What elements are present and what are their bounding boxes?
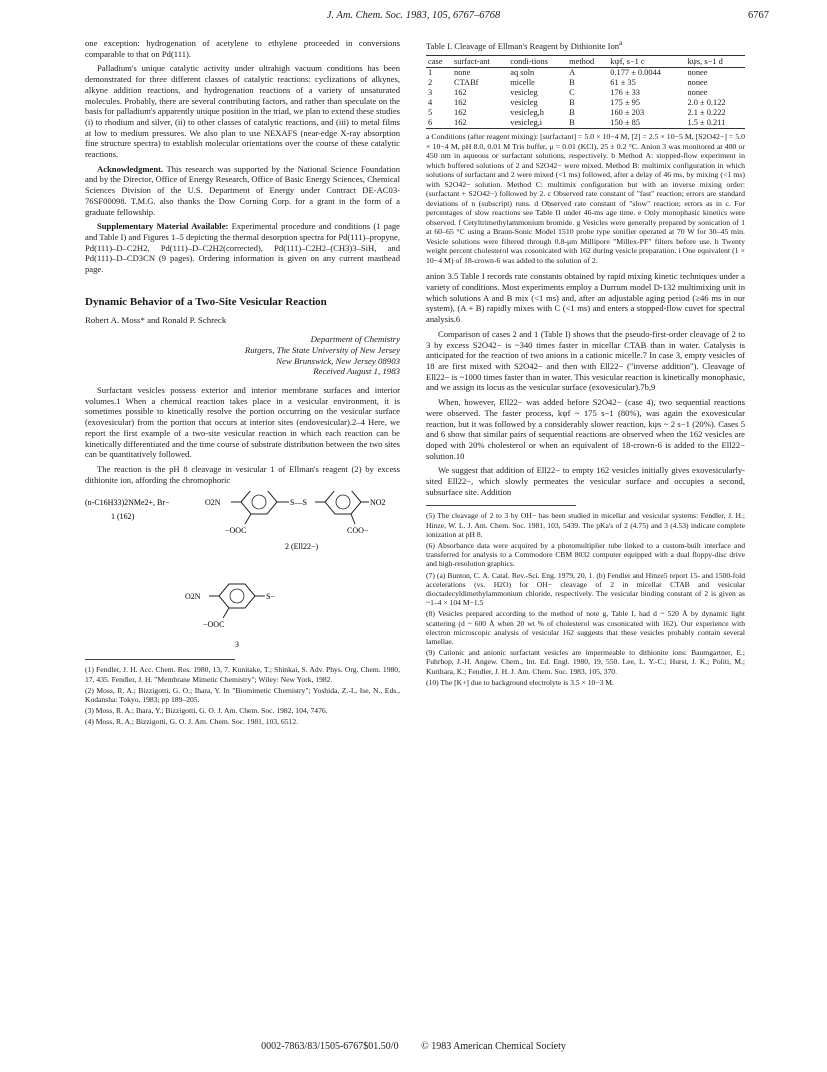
table-cell: 4	[428, 98, 433, 108]
table-cell: 6	[428, 118, 433, 128]
footnote-rule	[426, 505, 576, 506]
compound-3-label: 3	[235, 640, 239, 650]
table-cell: 1.5 ± 0.211	[687, 118, 726, 128]
benzene-ring	[219, 584, 255, 608]
table-cell: 160 ± 203	[610, 108, 645, 118]
table-cell: B	[569, 98, 575, 108]
table-cell: C	[569, 88, 575, 98]
table-cell: vesicleg,i	[510, 118, 543, 128]
table-cell: 61 ± 35	[610, 78, 636, 88]
acknowledgment-text: This research was supported by the National Science Foundation and by the Director, Office of Energy Research, Office of Basic Energy Sciences, Chemical Sciences Division of the U.S. Department of Energy under Contract DE-AC03-76SF00098. T.M.G. also thanks the Dow Corning Corp. for a grant in the form of a graduate fellowship.	[85, 163, 400, 217]
reference: (3) Moss, R. A.; Ihara, Y.; Bizzigotti, G. O. J. Am. Chem. Soc. 1982, 104, 7476.	[85, 706, 328, 716]
supplementary-material	[85, 221, 400, 275]
body-paragraph: Surfactant vesicles possess exterior and interior membrane surfaces and interior volumes.1 When a chemical reaction takes place in a vesicular environment, it is sometimes possible to kinetically resolve the portion occurring on the vesicular surface (exovesicular) from the portion that occurs at interior sites (endovesicular).2–4 Here, we report the first example of a two-site vesicular reaction in which each reaction can be kinetically differentiated and the time course of substrate distribution between the two sites can be quantitatively followed.	[85, 384, 400, 460]
o2n-label: O2N	[205, 498, 221, 508]
table-header-row	[426, 55, 745, 68]
references-right	[426, 511, 745, 687]
acknowledgment-label: Acknowledgment.	[97, 163, 164, 174]
journal-citation: J. Am. Chem. Soc. 1983, 105, 6767–6768	[326, 10, 501, 21]
benzene-ring	[325, 491, 361, 514]
reference: (2) Moss, R. A.; Bizzigotti, G. O.; Ihara, Y. In "Biomimetic Chemistry"; Yoshida, Z.-I., Ise, N., Eds., Kodansha: Tokyo, 1983; pp 189–205.	[85, 685, 400, 704]
reference: (9) Cationic and anionic surfactant vesicles are impermeable to dithionite ions: Baumgartner, E.; Fuhrhop, J.-H. Angew. Chem., Int. Ed. Engl. 1980, 19, 550. Lee, L. Y.-C.; Hurst, J. K.; Politi, M.; Kurihara, K.; Fendler, J. H. J. Am. Chem. Soc. 1983, 105, 370.	[426, 648, 745, 676]
table-row	[426, 98, 745, 108]
compound-1-label: 1 (162)	[111, 512, 135, 522]
table-cell: 0.177 ± 0.0044	[610, 68, 661, 78]
structure-drawing	[85, 491, 400, 651]
no2-label: NO2	[370, 498, 386, 508]
table-cell: 2	[428, 78, 433, 88]
reference: (6) Absorbance data were acquired by a photomultiplier tube linked to a custom-built interface and transferred for analysis to a Commodore CBM 8032 computer equipped with a dual floppy-disc drive and high-resolution graphics.	[426, 541, 745, 569]
reference: (10) The [K+] due to background electrolyte is 3.5 × 10−3 M.	[426, 677, 614, 687]
intro-paragraph: Palladium's unique catalytic activity under ultrahigh vacuum conditions has been demonstrated for three different classes of catalytic reactions: cyclizations of alkynes, alkyne addition reactions, and hydrogenation reactions of a variety of unsaturated molecules. Probably, there are several contributing factors, and rather than speculate on the basis for palladium's apparently unique position in the triad, we plan to extend these studies (i) to rhodium and silver, (ii) to other classes of catalytic reactions, and (iii) to metal films at low to medium pressures. We also plan to use NEXAFS (near-edge X-ray absorption fine structure spectra) to establish molecular orientations over the course of these catalytic reactions.	[85, 63, 400, 160]
table-footnotes: a Conditions (after reagent mixing): [surfactant] = 5.0 × 10−4 M, [2] = 2.5 × 10−5 M, [S2O42−] = 5.0 × 10−4 M, pH 8.0, 0.01 M Tris buffer, μ = 0.01 (KCl), 25 ± 0.2 °C. Anion 3 was monitored at 400 or 450 nm in aqueous or surfactant solutions, respectively. b Method A: stopped-flow experiment in which buffered solutions of 2 and S2O42− were mixed. Method B: multimix configuration in which solutions of surfactant and 2 were mixed (<1 ms) followed, after a delay of 46 ms, by mixing (<1 ms) with S2O42− solution. Method C: multimix configuration but with an inverse mixing order: (surfactant + S2O42−) followed by 2. c Observed rate constant of "fast" reaction; errors are standard deviations of n (subscript) runs. d Observed rate constant of "slow" reaction; errors as in c. For percentages of slow reactions see Table II under 46-ms age time. e Only monophasic kinetics were observed. f Cetyltrimethylammonium bromide. g Vesicles were generally prepared by sonication of 1 at 60–65 °C using a Braun-Sonic Model 1510 probe type sonifier operated at 70 W for 30–45 min. Vesicle solutions were filtered through 0.8-μm Millipore "Millex-PF" filters before use. h Twenty weight percent cholesterol was cosonicated with 162 during vesicle preparation. i One equivalent (1 × 10−4 M) of 18-crown-6 was added to the solution of 2.	[426, 132, 745, 265]
authors: Robert A. Moss* and Ronald P. Schreck	[85, 315, 227, 326]
benzene-ring	[241, 491, 277, 514]
ooc-label: −OOC	[225, 526, 247, 536]
table-cell: nonee	[687, 88, 708, 98]
reference: (4) Moss, R. A.; Bizzigotti, G. O. J. Am. Chem. Soc. 1981, 103, 6512.	[85, 717, 299, 727]
table-cell: 175 ± 95	[610, 98, 640, 108]
body-paragraph: When, however, Ell22− was added before S2O42− (case 4), two sequential reactions were observed. The faster process, kψf ~ 175 s−1 (80%), was again the exovesicular reaction, but it was followed by a considerably slower reaction, kψs ~ 2 s−1 (20%). Cases 5 and 6 show that similar pairs of sequential reactions are observed when the 162 vesicles are doped with 20% cholesterol or when an equivalent of 18-crown-6 is added to the Ell22− solution.10	[426, 397, 745, 461]
table-cell: 1	[428, 68, 433, 78]
affiliation-line: Department of Chemistry	[310, 334, 400, 345]
table-cell: nonee	[687, 78, 708, 88]
body-paragraph: We suggest that addition of Ell22− to empty 162 vesicles initially gives exovesicularly-sited Ell22−, which slowly permeates the vesicular surface and occupies a second, subsurface site. Addition	[426, 465, 745, 497]
affiliation-line: New Brunswick, New Jersey 08903	[276, 355, 400, 366]
table-cell: B	[569, 118, 575, 128]
column-header: case	[428, 56, 443, 66]
table-cell: 5	[428, 108, 433, 118]
column-header: method	[569, 56, 595, 66]
reference: (1) Fendler, J. H. Acc. Chem. Res. 1980, 13, 7. Kunitake, T.; Shinkai, S. Adv. Phys. Org. Chem. 1980, 17, 435. Fendler, J. H. "Membrane Mimetic Chemistry"; Wiley: New York, 1982.	[85, 665, 400, 684]
table-cell: none	[454, 68, 471, 78]
body-paragraph: The reaction is the pH 8 cleavage in vesicular 1 of Ellman's reagent (2) by excess dithionite ion, affording the chromophoric	[85, 463, 400, 485]
page-footer	[0, 1041, 827, 1052]
table-title-text: Table I. Cleavage of Ellman's Reagent by Dithionite Ion	[426, 40, 620, 51]
copyright: © 1983 American Chemical Society	[421, 1041, 566, 1052]
table-cell: 162	[454, 118, 467, 128]
body-paragraph: Comparison of cases 2 and 1 (Table I) shows that the pseudo-first-order cleavage of 2 to 3 by excess S2O42− is ~340 times faster in micellar CTAB than in water. Catalysis is anticipated for the reaction of two anions in a cationic micelle.7 In case 3, empty vesicles of 18 are first mixed with S2O42− and then with Ell22− ("inverse addition"). Cleavage of Ell22− is ~1000 times faster than in water. This vesicular reaction is kinetically monophasic, and we assign its locus as the vesicular surface (exovesicular).7b,9	[426, 328, 745, 393]
table-cell: vesicleg	[510, 88, 538, 98]
acknowledgment	[85, 164, 400, 218]
footnote-rule	[85, 659, 235, 660]
ooc-label: −OOC	[203, 620, 225, 630]
column-header: surfact-ant	[454, 56, 490, 66]
chemical-structures	[85, 491, 400, 651]
table-cell: CTABf	[454, 78, 479, 88]
reference: (8) Vesicles prepared according to the method of note g, Table I, had d ~ 520 Å by dynamic light scattering (d ~ 600 Å when 20 wt % of cholesterol was cosonicated with 162). Our experience with electron microscopic analysis of vesicular 162 suggests that these vesicles probably contain several lamellae.	[426, 609, 745, 647]
intro-paragraph: one exception: hydrogenation of acetylene to ethylene proceeded in conversions comparable to that on Pd(111).	[85, 38, 400, 59]
received-date: Received August 1, 1983	[313, 366, 400, 377]
column-header: kψs, s−1 d	[687, 56, 723, 66]
reference: (5) The cleavage of 2 to 3 by OH− has been studied in micellar and vesicular systems: Fendler, J. H.; Hinze, W. L. J. Am. Chem. Soc. 1981, 103, 5439. The pKa's of 2 (4.75) and 3 (4.53) indicate complete ionization at pH 8.	[426, 511, 745, 539]
rate-constant-table	[426, 55, 745, 130]
supplementary-label: Supplementary Material Available:	[97, 221, 229, 232]
table-cell: 3	[428, 88, 433, 98]
table-cell: 162	[454, 88, 467, 98]
table-cell: 162	[454, 98, 467, 108]
table-row	[426, 118, 745, 129]
references-left	[85, 665, 400, 726]
table-row	[426, 68, 745, 79]
article-code: 0002-7863/83/1505-6767$01.50/0	[261, 1041, 399, 1052]
compound-1-formula: (n-C16H33)2NMe2+, Br−	[85, 498, 170, 508]
o2n-label: O2N	[185, 592, 201, 602]
body-paragraph: anion 3.5 Table I records rate constants obtained by rapid mixing kinetic techniques under a variety of conditions. Most experiments employ a Durrum model D-132 multimixing unit in which solutions A and B mix (<1 ms) and, after an adjustable aging period (≥46 ms in our system), (A + B) rapidly mixes with C (<1 ms) and enters a stopped-flow cuvet for spectral analysis.6	[426, 271, 745, 325]
table-row	[426, 108, 745, 118]
table-cell: vesicleg	[510, 98, 538, 108]
table-cell: 176 ± 33	[610, 88, 640, 98]
coo-label: COO−	[347, 526, 369, 536]
running-header	[0, 10, 827, 30]
table-cell: 162	[454, 108, 467, 118]
table-cell: B	[569, 78, 575, 88]
column-header: kψf, s−1 c	[610, 56, 645, 66]
supplementary-text: Experimental procedure and conditions (1 page and Table I) and Figures 1–5 depicting the thermal desorption spectra for Pd(111)–propyne, Pd(111)–D–C2H2, Pd(111)–D–C2H2(corrected), Pd(111)–C2H2–(CH3)3–SiH, and Pd(111)–D–CD3CN (9 pages). Ordering information is given on any current masthead page.	[85, 221, 400, 275]
table-row	[426, 78, 745, 88]
table-title-note: a	[619, 39, 623, 47]
article-title: Dynamic Behavior of a Two-Site Vesicular Reaction	[85, 295, 327, 308]
table-cell: micelle	[510, 78, 535, 88]
column-header: condi-tions	[510, 56, 548, 66]
table-cell: 150 ± 85	[610, 118, 640, 128]
table-cell: 2.1 ± 0.222	[687, 108, 726, 118]
affiliation-line: Rutgers, The State University of New Jersey	[244, 344, 400, 355]
left-column	[85, 38, 400, 729]
table-cell: aq soln	[510, 68, 535, 78]
table-cell: A	[569, 68, 576, 78]
table-row	[426, 88, 745, 98]
compound-2-label: 2 (Ell22−)	[285, 542, 319, 552]
table-cell: B	[569, 108, 575, 118]
table-cell: 2.0 ± 0.122	[687, 98, 726, 108]
reference: (7) (a) Bunton, C. A. Catal. Rev.-Sci. Eng. 1979, 20, 1. (b) Fendler and Hinze5 report 15- and 1500-fold accelerations (vs. H2O) for OH− cleavage of 2 in micellar CTAB and vesicular dioctadecyldimethylammonium chloride, respectively. The vesicular binding constant of 2 is given as ~1–4 × 104 M−1.5	[426, 570, 745, 608]
table-title	[426, 38, 745, 52]
page-number: 6767	[748, 10, 769, 21]
table-cell: vesicleg,h	[510, 108, 544, 118]
disulfide-label: S—S	[290, 498, 307, 508]
thiolate-label: S−	[266, 592, 275, 602]
right-column	[426, 38, 745, 689]
table-cell: nonee	[687, 68, 708, 78]
